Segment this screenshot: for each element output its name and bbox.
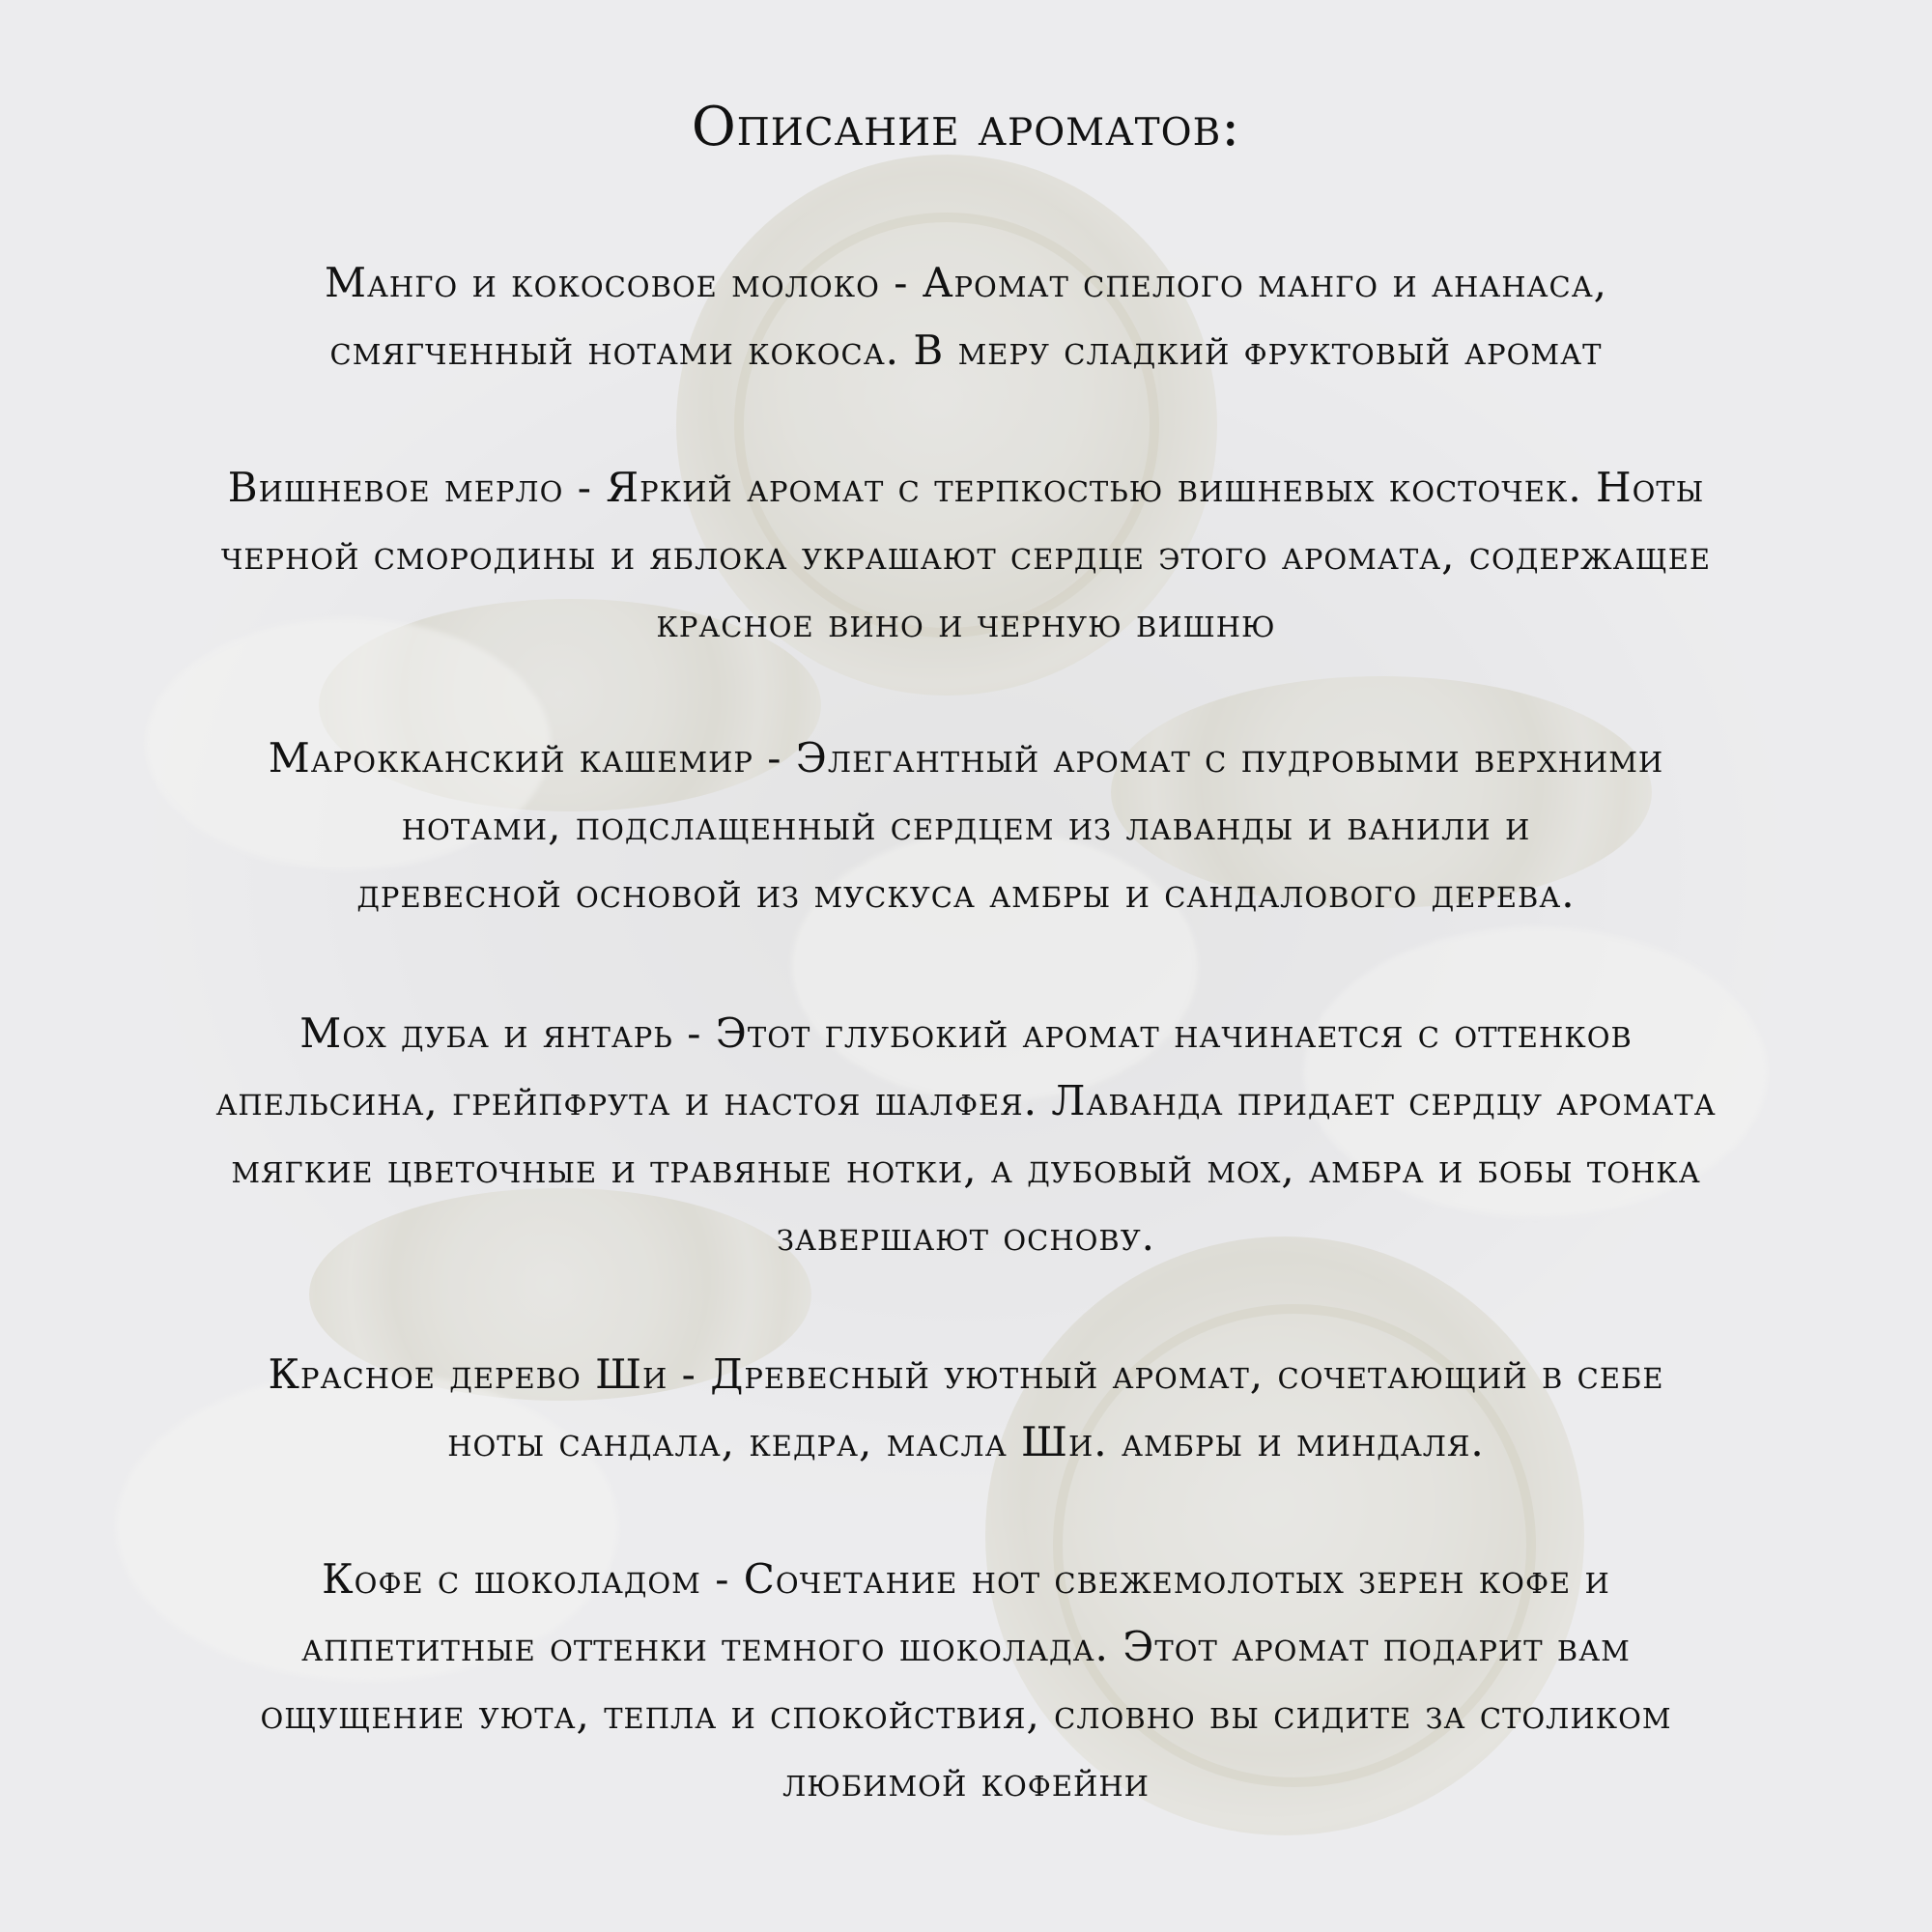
aroma-moroccan-cashmere xyxy=(39,724,1893,927)
text-line: древесной основой из мускуса амбры и сандалового дерева. xyxy=(356,869,1576,917)
aroma-mango-coconut xyxy=(39,249,1893,384)
text-line: Марокканский кашемир - Элегантный аромат с пудровыми верхними xyxy=(268,734,1664,781)
aroma-cherry-merlot xyxy=(39,454,1893,657)
text-line: Красное дерево Ши - Древесный уютный аромат, сочетающий в себе xyxy=(268,1350,1664,1398)
text-line: Мох дуба и янтарь - Этот глубокий аромат начинается с оттенков xyxy=(299,1009,1633,1057)
text-line: красное вино и черную вишню xyxy=(656,599,1276,646)
text-line: смягченный нотами кокоса. В меру сладкий фруктовый аромат xyxy=(329,327,1603,374)
aroma-shea-mahogany xyxy=(39,1341,1893,1476)
aroma-oakmoss-amber xyxy=(39,1000,1893,1270)
text-line: мягкие цветочные и травяные нотки, а дубовый мох, амбра и бобы тонка xyxy=(231,1145,1701,1192)
text-line: черной смородины и яблока украшают сердце этого аромата, содержащее xyxy=(220,531,1712,579)
text-line: апельсина, грейпфрута и настоя шалфея. Лаванда придает сердцу аромата xyxy=(215,1077,1717,1124)
text-line: ноты сандала, кедра, масла Ши. амбры и миндаля. xyxy=(447,1418,1485,1465)
text-line: аппетитные оттенки темного шоколада. Этот аромат подарит вам xyxy=(301,1623,1631,1670)
text-line: нотами, подслащенный сердцем из лаванды и ванили и xyxy=(401,802,1531,849)
text-line: Кофе с шоколадом - Сочетание нот свежемолотых зерен кофе и xyxy=(322,1555,1610,1603)
text-line: завершают основу. xyxy=(776,1212,1156,1260)
text-line: Манго и кокосовое молоко - Аромат спелого манго и ананаса, xyxy=(324,259,1608,306)
text-line: ощущение уюта, тепла и спокойствия, словно вы сидите за столиком xyxy=(260,1690,1672,1738)
text-line: любимой кофейни xyxy=(782,1758,1150,1805)
page-title: Описание ароматов: xyxy=(691,96,1241,158)
aroma-coffee-chocolate xyxy=(39,1546,1893,1816)
text-line: Вишневое мерло - Яркий аромат с терпкостью вишневых косточек. Ноты xyxy=(227,464,1705,511)
